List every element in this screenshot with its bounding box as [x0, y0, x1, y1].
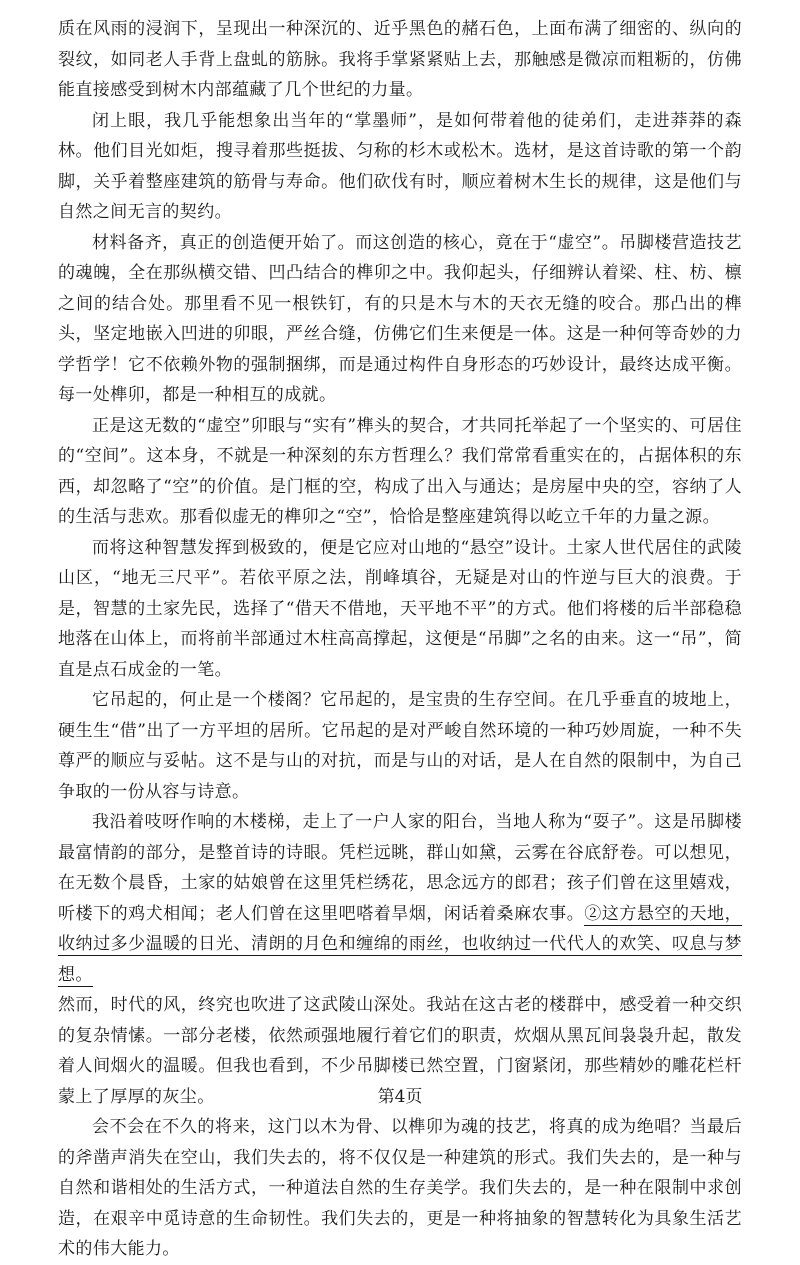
paragraph-2: 闭上眼，我几乎能想象出当年的“掌墨师”，是如何带着他的徒弟们，走进莽莽的森林。他们目光如炬，搜寻着那些挺拔、匀称的杉木或松木。选材，是这首诗歌的第一个韵脚，关乎着整座建筑的筋骨与寿命。他们砍伐有时，顺应着树木生长的规律，这是他们与自然之间无言的契约。 — [58, 110, 742, 222]
paragraph-1: 质在风雨的浸润下，呈现出一种深沉的、近乎黑色的赭石色，上面布满了细密的、纵向的裂纹，如同老人手背上盘虬的筋脉。我将手掌紧紧贴上去，那触感是微凉而粗粝的，仿佛能直接感受到树木内部蕴藏了几个世纪的力量。 — [58, 19, 742, 100]
paragraph-9: 会不会在不久的将来，这门以木为骨、以榫卯为魂的技艺，将真的成为绝唱？当最后的斧凿声消失在空山，我们失去的，将不仅仅是一种建筑的形式。我们失去的，是一种与自然和谐相处的生活方式，一种道法自然的生存美学。我们失去的，是一种在限制中求创造，在艰辛中觅诗意的生命韧性。我们失去的，更是一种将抽象的智慧转化为具象生活艺术的伟大能力。 — [58, 1117, 742, 1259]
paragraph-8: 然而，时代的风，终究也吹进了这武陵山深处。我站在这古老的楼群中，感受着一种交织的复杂情愫。一部分老楼，依然顽强地履行着它们的职责，炊烟从黑瓦间袅袅升起，散发着人间烟火的温暖。但我也看到，不少吊脚楼已然空置，门窗紧闭，那些精妙的雕花栏杆蒙上了厚厚的灰尘。 — [58, 995, 742, 1107]
paragraph-7 — [58, 807, 742, 990]
paragraph-7-text: 我沿着吱呀作响的木楼梯，走上了一户人家的阳台，当地人称为“耍子”。这是吊脚楼最富情韵的部分，是整首诗的诗眼。凭栏远眺，群山如黛，云雾在谷底舒卷。可以想见，在无数个晨昏，土家的姑娘曾在这里凭栏绣花，思念远方的郎君；孩子们曾在这里嬉戏，听楼下的鸡犬相闻；老人们曾在这里吧嗒着旱烟，闲话着桑麻农事。 — [58, 812, 742, 924]
underlined-sentence-2: ②这方悬空的天地，收纳过多少温暖的日光、清朗的月色和缠绵的雨丝，也收纳过一代代人的欢笑、叹息与梦想。 — [58, 903, 743, 985]
paragraph-4: 正是这无数的“虚空”卯眼与“实有”榫头的契合，才共同托举起了一个坚实的、可居住的“空间”。这本身，不就是一种深刻的东方哲理么？我们常常看重实在的，占据体积的东西，却忽略了“空”的价值。是门框的空，构成了出入与通达；是房屋中央的空，容纳了人的生活与悲欢。那看似虚无的榫卯之“空”，恰恰是整座建筑得以屹立千年的力量之源。 — [58, 415, 742, 527]
paragraph-3: 材料备齐，真正的创造便开始了。而这创造的核心，竟在于“虚空”。吊脚楼营造技艺的魂魄，全在那纵横交错、凹凸结合的榫卯之中。我仰起头，仔细辨认着梁、柱、枋、檩之间的结合处。那里看不见一根铁钉，有的只是木与木的天衣无缝的咬合。那凸出的榫头，坚定地嵌入凹进的卯眼，严丝合缝，仿佛它们生来便是一体。这是一种何等奇妙的力学哲学！它不依赖外物的强制捆绑，而是通过构件自身形态的巧妙设计，最终达成平衡。每一处榫卯，都是一种相互的成就。 — [58, 232, 742, 405]
paragraph-6: 它吊起的，何止是一个楼阁？它吊起的，是宝贵的生存空间。在几乎垂直的坡地上，硬生生“借”出了一方平坦的居所。它吊起的是对严峻自然环境的一种巧妙周旋，一种不失尊严的顺应与妥帖。这不是与山的对抗，而是与山的对话，是人在自然的限制中，为自己争取的一份从容与诗意。 — [58, 690, 742, 802]
paragraph-5: 而将这种智慧发挥到极致的，便是它应对山地的“悬空”设计。土家人世代居住的武陵山区，“地无三尺平”。若依平原之法，削峰填谷，无疑是对山的忤逆与巨大的浪费。于是，智慧的土家先民，选择了“借天不借地，天平地不平”的方式。他们将楼的后半部稳稳地落在山体上，而将前半部通过木柱高高撑起，这便是“吊脚”之名的由来。这一“吊”，简直是点石成金的一笔。 — [58, 537, 742, 680]
page-number: 第4页 — [377, 1087, 423, 1107]
